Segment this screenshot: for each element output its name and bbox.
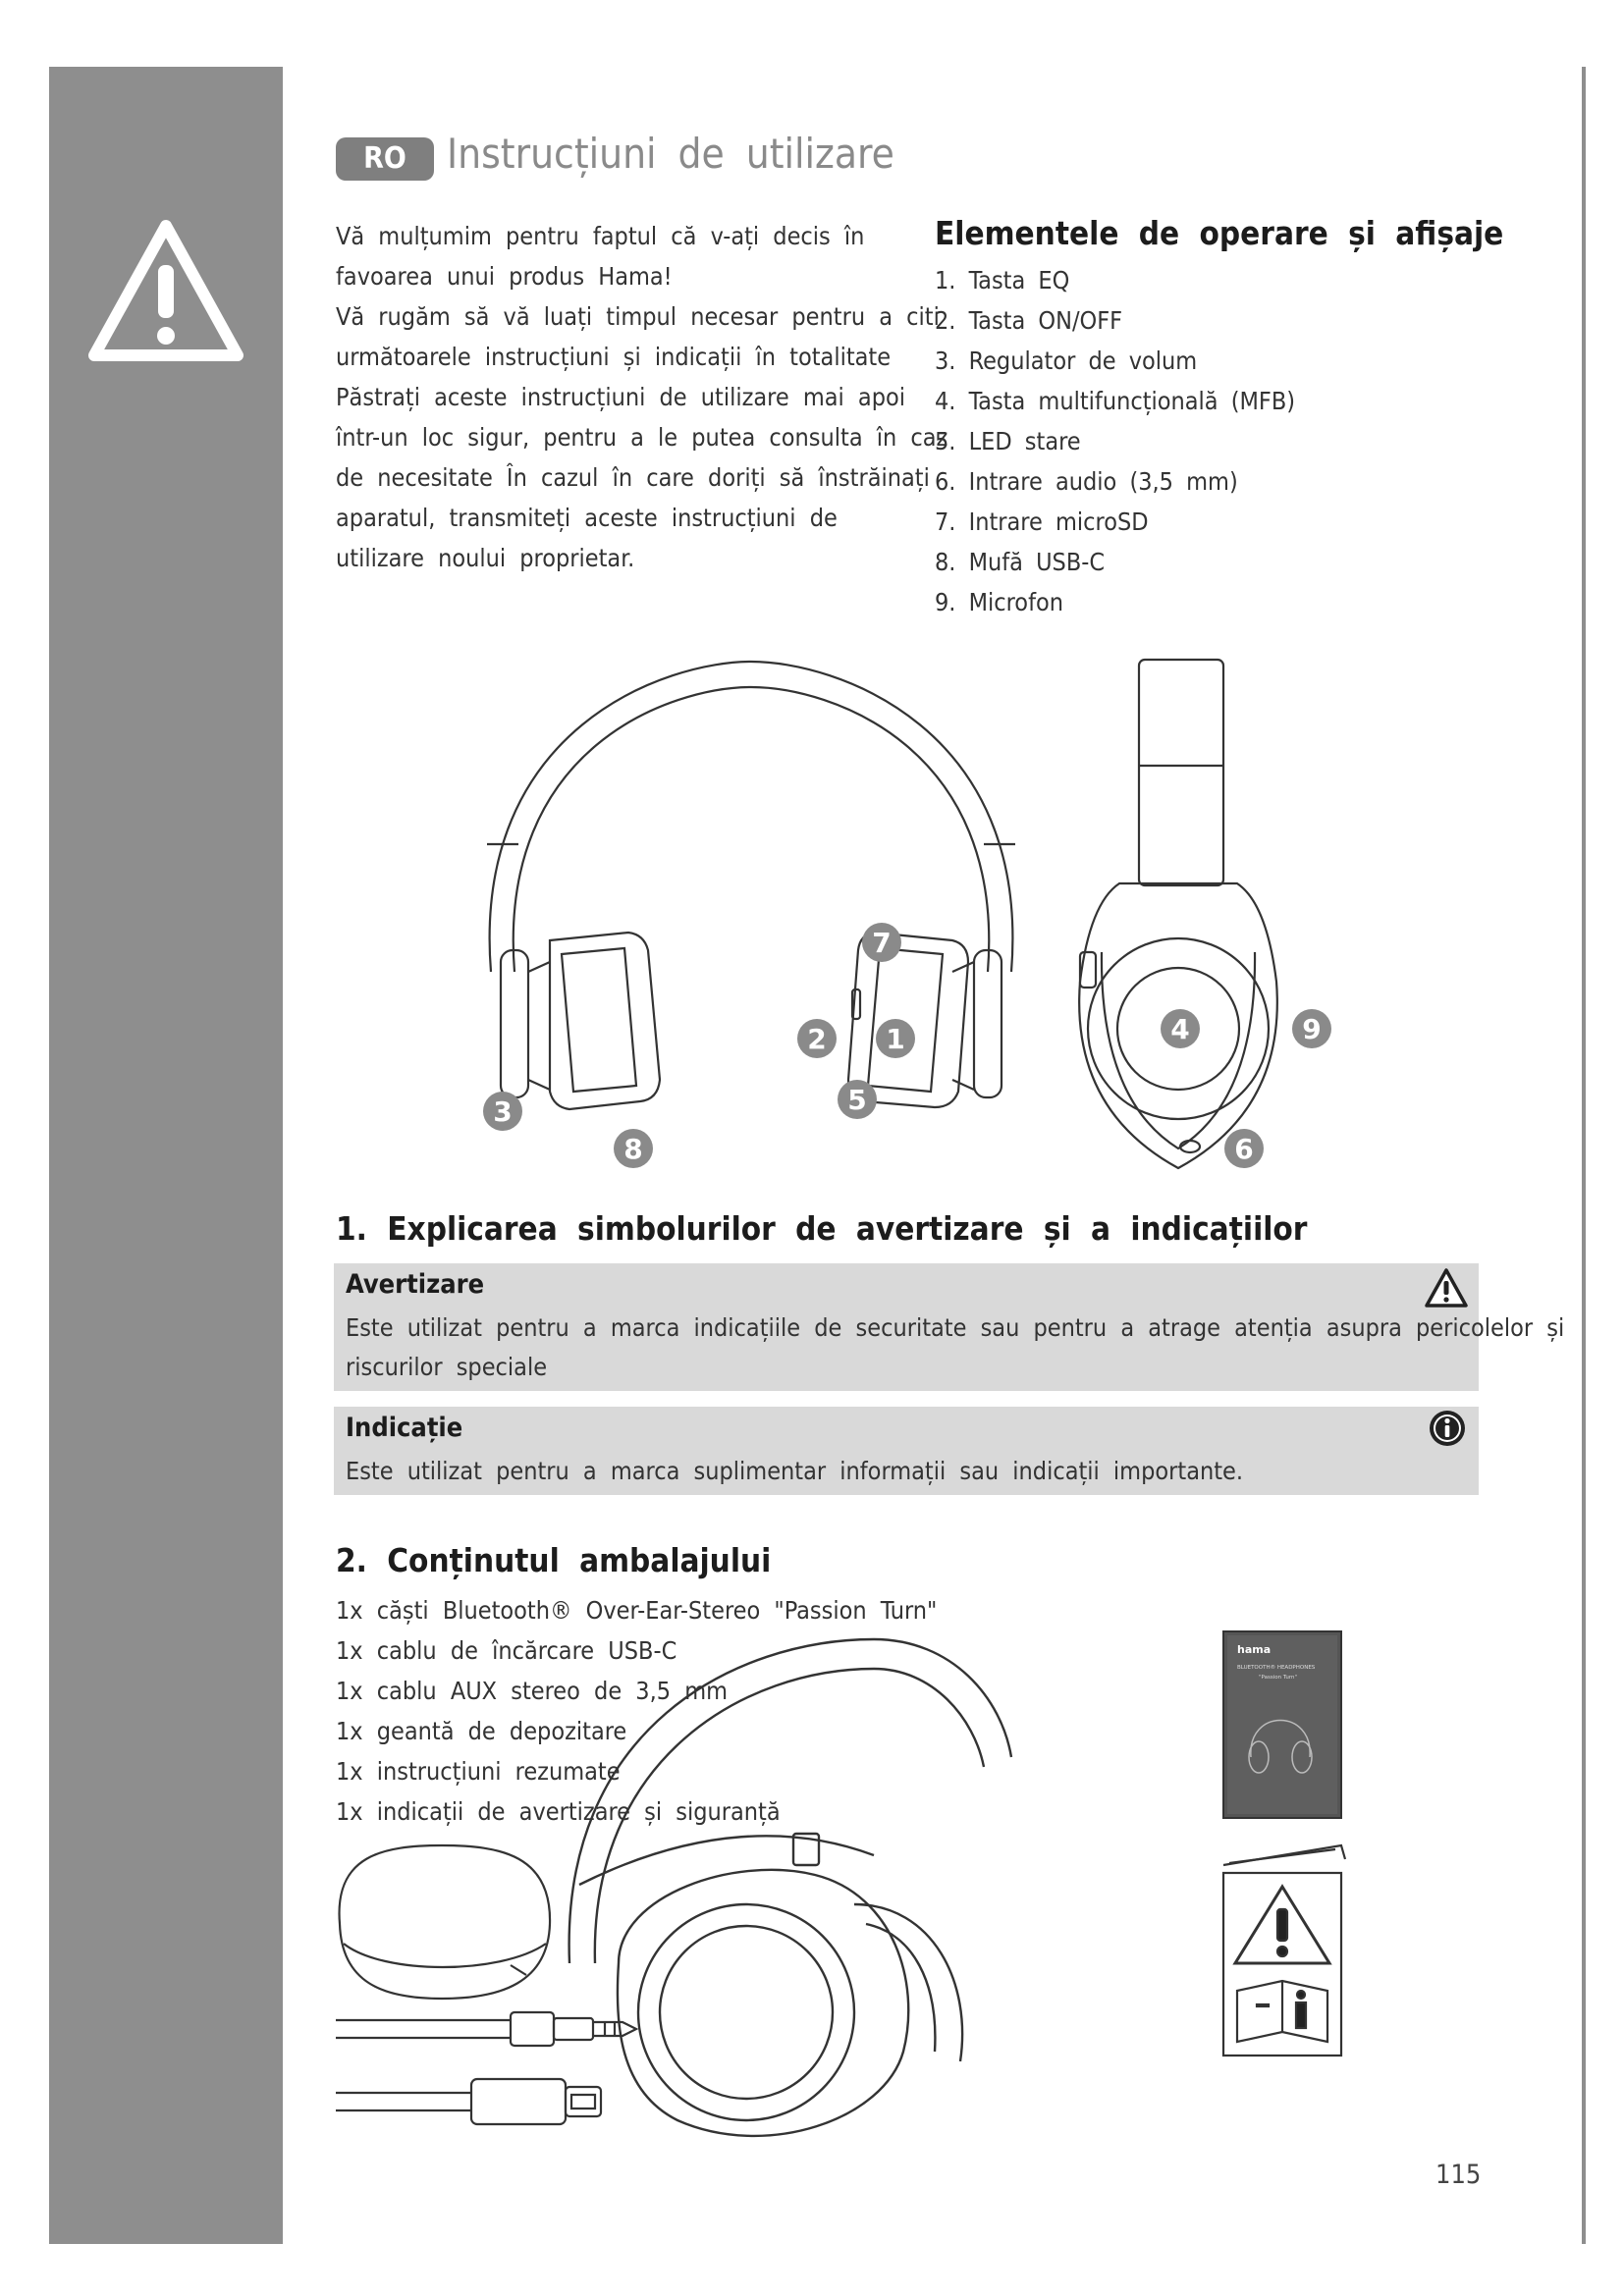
callout-label: 2 xyxy=(807,1023,827,1055)
section-heading-package: 2. Conținutul ambalajului xyxy=(336,1541,772,1579)
page-number: 115 xyxy=(1435,2160,1482,2190)
quick-guide-booklet xyxy=(1223,1631,1341,1818)
list-item: 1x geantă de depozitare xyxy=(336,1717,627,1745)
list-item: 1. Tasta EQ xyxy=(935,266,1070,294)
headphones-side-illustration xyxy=(1079,660,1277,1168)
list-item: 2. Tasta ON/OFF xyxy=(935,306,1123,335)
headphones-package-illustration xyxy=(569,1639,1011,2136)
intro-line: următoarele instrucțiuni și indicații în totalitate xyxy=(336,343,892,371)
list-item: 1x instrucțiuni rezumate xyxy=(336,1757,621,1786)
callout-badge-4 xyxy=(1161,1009,1200,1048)
callout-label: 6 xyxy=(1234,1133,1254,1165)
callout-badge-7 xyxy=(862,923,901,962)
right-margin-rule xyxy=(1582,67,1586,2244)
intro-line: Păstrați aceste instrucțiuni de utilizare mai apoi xyxy=(336,383,905,411)
callout-badge-5 xyxy=(838,1080,877,1119)
intro-line: Vă rugăm să vă luați timpul necesar pentru a citi xyxy=(336,302,940,331)
list-item: 3. Regulator de volum xyxy=(935,347,1198,375)
controls-list xyxy=(935,260,1543,622)
warning-triangle-icon xyxy=(86,218,245,365)
list-item: 5. LED stare xyxy=(935,427,1081,455)
controls-list-section xyxy=(935,214,1543,622)
list-item: 1x indicații de avertizare și siguranță xyxy=(336,1797,781,1826)
info-title: Indicație xyxy=(346,1413,463,1443)
list-item: 9. Microfon xyxy=(935,588,1063,616)
intro-line: într-un loc sigur, pentru a le putea consulta în caz xyxy=(336,423,948,452)
intro-text xyxy=(336,216,948,578)
intro-line: de necesitate În cazul în care doriți să înstrăinați xyxy=(336,463,930,492)
intro-line: aparatul, transmiteți aceste instrucțiuni de xyxy=(336,504,838,532)
callout-badge-6 xyxy=(1224,1129,1264,1168)
intro-line: Vă mulțumim pentru faptul că v-ați decis în xyxy=(336,222,865,250)
page-title: Instrucțiuni de utilizare xyxy=(447,130,894,178)
callout-badge-8 xyxy=(614,1129,653,1168)
package-contents-illustration xyxy=(324,1610,1502,2160)
storage-pouch-illustration xyxy=(340,1845,551,1999)
info-text: Este utilizat pentru a marca suplimentar informații sau indicații importante. xyxy=(346,1457,1244,1485)
callout-badge-2 xyxy=(797,1019,837,1058)
intro-line: utilizare noului proprietar. xyxy=(336,544,635,572)
callout-label: 4 xyxy=(1170,1013,1190,1045)
controls-heading: Elementele de operare și afișaje xyxy=(935,214,1504,252)
callout-label: 1 xyxy=(886,1023,905,1055)
warning-text-line: Este utilizat pentru a marca indicațiile de securitate sau pentru a atrage atenția asupra pericolelor și xyxy=(346,1313,1565,1342)
headphones-diagram xyxy=(432,648,1375,1198)
list-item: 6. Intrare audio (3,5 mm) xyxy=(935,467,1238,496)
callout-badge-3 xyxy=(483,1092,522,1131)
callout-label: 9 xyxy=(1302,1013,1322,1045)
list-item: 1x cablu AUX stereo de 3,5 mm xyxy=(336,1677,729,1705)
warning-text-line: riscurilor speciale xyxy=(346,1353,548,1381)
callout-label: 3 xyxy=(493,1095,513,1128)
callout-label: 5 xyxy=(847,1084,867,1116)
usb-c-cable-illustration xyxy=(336,2079,601,2124)
callout-label: 8 xyxy=(623,1133,643,1165)
warning-triangle-icon xyxy=(1424,1267,1469,1308)
booklet-subtitle: "Passion Turn" xyxy=(1259,1675,1298,1681)
booklet-brand: hama xyxy=(1237,1643,1272,1656)
headphones-front-illustration xyxy=(487,662,1015,1109)
booklet-title: BLUETOOTH® HEADPHONES xyxy=(1237,1665,1316,1671)
sidebar-band xyxy=(49,67,283,2244)
list-item: 7. Intrare microSD xyxy=(935,507,1149,536)
list-item: 8. Mufă USB-C xyxy=(935,548,1106,576)
intro-line: favoarea unui produs Hama! xyxy=(336,262,673,291)
list-item: 4. Tasta multifuncțională (MFB) xyxy=(935,387,1296,415)
callout-label: 7 xyxy=(872,927,892,959)
section-heading-symbols: 1. Explicarea simbolurilor de avertizare și a indicațiilor xyxy=(336,1209,1308,1248)
info-notice-box xyxy=(334,1407,1479,1495)
aux-cable-illustration xyxy=(336,2012,636,2046)
callout-badge-1 xyxy=(876,1019,915,1058)
list-item: 1x căști Bluetooth® Over-Ear-Stereo "Passion Turn" xyxy=(336,1596,938,1625)
list-item: 1x cablu de încărcare USB-C xyxy=(336,1636,677,1665)
callout-badge-9 xyxy=(1292,1009,1331,1048)
warning-title: Avertizare xyxy=(346,1269,485,1300)
language-badge: RO xyxy=(336,137,434,181)
warning-notice-box xyxy=(334,1263,1565,1391)
safety-leaflet xyxy=(1223,1845,1345,2056)
info-icon xyxy=(1428,1409,1467,1448)
